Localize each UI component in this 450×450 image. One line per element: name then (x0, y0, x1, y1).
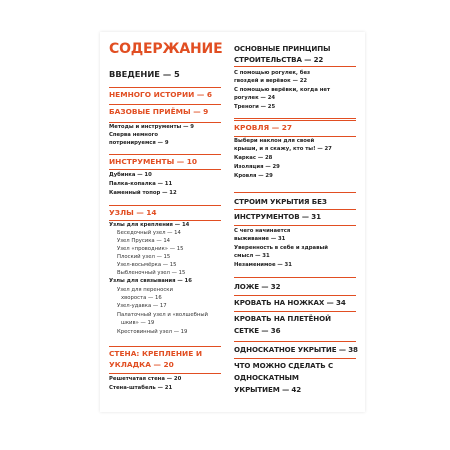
toc-entry: ЧТО МОЖНО СДЕЛАТЬ С (234, 361, 334, 370)
toc-entry: ВВЕДЕНИЕ — 5 (109, 69, 180, 79)
toc-entry: С помощью верёвки, когда нет (234, 87, 331, 93)
toc-entry: КРОВЛЯ — 27 (234, 123, 293, 132)
toc-entry: ЛОЖЕ — 32 (234, 282, 281, 291)
section-divider (109, 87, 221, 88)
toc-entry: БАЗОВЫЕ ПРИЁМЫ — 9 (109, 107, 209, 116)
section-divider (234, 192, 356, 193)
toc-entry: Выбленочный узел — 15 (117, 270, 186, 276)
toc-entry: ОДНОСКАТНОЕ УКРЫТИЕ — 38 (234, 345, 358, 354)
toc-entry: Узлы для крепления — 14 (109, 222, 190, 228)
toc-entry: Узел «проводник» — 15 (117, 246, 184, 252)
section-divider (234, 358, 356, 359)
section-divider (234, 66, 356, 67)
section-divider (109, 205, 221, 206)
toc-entry: Палаточный узел и «волшебный (117, 312, 208, 318)
section-divider (109, 346, 221, 347)
toc-entry: Узлы для связывания — 16 (109, 278, 192, 284)
toc-entry: Изоляция — 29 (234, 164, 280, 170)
toc-entry: СТЕНА: КРЕПЛЕНИЕ И (109, 349, 203, 358)
toc-entry: Крестовинный узел — 19 (117, 329, 188, 335)
toc-entry: Каркас — 28 (234, 155, 273, 161)
section-divider (109, 104, 221, 105)
toc-entry: УКРЫТИЕМ — 42 (234, 385, 302, 394)
toc-entry: КРОВАТЬ НА НОЖКАХ — 34 (234, 298, 346, 307)
toc-entry: шкив» — 19 (121, 320, 155, 326)
toc-entry: Уверенность в себе и здравый (234, 245, 328, 251)
section-divider (109, 122, 221, 123)
toc-entry: Методы и инструменты — 9 (109, 124, 194, 130)
toc-entry: УЗЛЫ — 14 (109, 208, 157, 217)
toc-entry: Узел-восьмёрка — 15 (117, 262, 177, 268)
section-divider (234, 118, 356, 119)
toc-entry: Незаменимое — 31 (234, 262, 292, 268)
toc-entry: С чего начинается (234, 228, 291, 234)
toc-entry: потренируемся — 9 (109, 140, 169, 146)
toc-entry: СТРОИМ УКРЫТИЯ БЕЗ (234, 197, 327, 206)
book-page (100, 32, 365, 412)
toc-entry: С помощью рогулек, без (234, 70, 311, 76)
toc-entry: КРОВАТЬ НА ПЛЕТЁНОЙ (234, 314, 331, 323)
section-divider (109, 169, 221, 170)
toc-entry: хвороста — 16 (121, 295, 162, 301)
section-divider (234, 136, 356, 137)
toc-entry: Узел-удавка — 17 (117, 303, 167, 309)
toc-entry: Стена-штабель — 21 (109, 385, 173, 391)
toc-entry: Решетчатая стена — 20 (109, 376, 182, 382)
toc-entry: Узел для переноски (117, 287, 173, 293)
toc-entry: Каменный топор — 12 (109, 190, 177, 196)
toc-entry: Треноги — 25 (234, 104, 276, 110)
toc-entry: НЕМНОГО ИСТОРИИ — 6 (109, 90, 213, 99)
section-divider (109, 220, 221, 221)
toc-entry: Узел Прусика — 14 (117, 238, 171, 244)
toc-entry: Плоский узел — 15 (117, 254, 171, 260)
section-divider (109, 154, 221, 155)
toc-entry: смысл — 31 (234, 253, 270, 259)
toc-entry: Беседочный узел — 14 (117, 230, 181, 236)
toc-entry: УКЛАДКА — 20 (109, 360, 174, 369)
toc-entry: СТРОИТЕЛЬСТВА — 22 (234, 55, 324, 64)
section-divider (234, 225, 356, 226)
toc-entry: ИНСТРУМЕНТЫ — 10 (109, 157, 198, 166)
section-divider (234, 341, 356, 342)
toc-entry: СЕТКЕ — 36 (234, 326, 281, 335)
toc-entry: Выбери наклон для своей (234, 138, 315, 144)
section-divider (234, 209, 356, 210)
section-divider (234, 311, 356, 312)
toc-entry: ОДНОСКАТНЫМ (234, 373, 299, 382)
toc-entry: Кровля — 29 (234, 173, 273, 179)
toc-entry: Дубинка — 10 (109, 172, 152, 178)
section-divider (234, 295, 356, 296)
toc-entry: гвоздей и верёвок — 22 (234, 78, 308, 84)
toc-entry: Сперва немного (109, 132, 158, 138)
toc-entry: крыши, и я скажу, кто ты! — 27 (234, 146, 332, 152)
section-divider (234, 277, 356, 278)
toc-entry: выживание — 31 (234, 236, 286, 242)
page-title: СОДЕРЖАНИЕ (109, 41, 223, 57)
section-divider (109, 373, 221, 374)
section-divider (234, 120, 356, 121)
toc-entry: ИНСТРУМЕНТОВ — 31 (234, 212, 321, 221)
toc-entry: рогулек — 24 (234, 95, 276, 101)
toc-entry: Палка-копалка — 11 (109, 181, 173, 187)
toc-entry: ОСНОВНЫЕ ПРИНЦИПЫ (234, 44, 331, 53)
